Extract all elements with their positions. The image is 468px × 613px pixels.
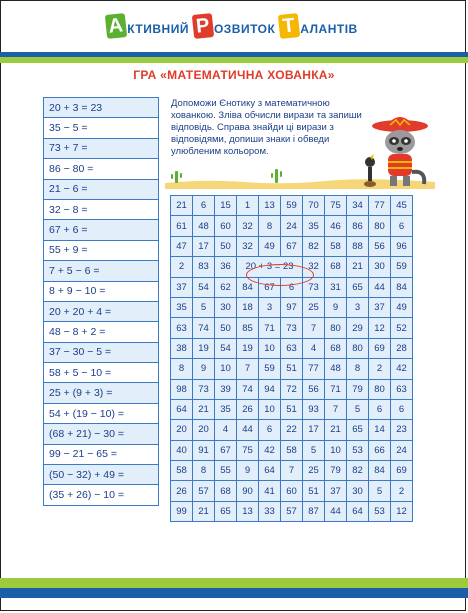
grid-cell: 86: [347, 216, 369, 236]
expression-row: [44, 159, 159, 179]
expression-cell: 35 − 5 =: [44, 118, 159, 138]
grid-cell: 35: [171, 297, 193, 317]
grid-cell: 57: [281, 501, 303, 521]
expression-row: [44, 98, 159, 118]
grid-cell: 87: [303, 501, 325, 521]
grid-cell: 58: [281, 440, 303, 460]
grid-cell: 6: [259, 420, 281, 440]
grid-cell: 44: [237, 420, 259, 440]
grid-row: [171, 318, 413, 338]
grid-cell: 37: [369, 297, 391, 317]
grid-cell: 6: [369, 399, 391, 419]
expression-cell: 8 + 9 − 10 =: [44, 281, 159, 301]
grid-cell: 38: [171, 338, 193, 358]
grid-cell: 26: [171, 481, 193, 501]
grid-cell: 8: [259, 216, 281, 236]
grid-cell: 3: [347, 297, 369, 317]
expression-cell: 54 + (19 − 10) =: [44, 403, 159, 423]
grid-cell: 65: [215, 501, 237, 521]
grid-cell: 80: [347, 338, 369, 358]
expression-cell: 86 − 80 =: [44, 159, 159, 179]
grid-cell: 17: [193, 236, 215, 256]
grid-cell: 24: [281, 216, 303, 236]
grid-cell: 17: [303, 420, 325, 440]
grid-cell: 5: [303, 440, 325, 460]
grid-cell: 9: [325, 297, 347, 317]
grid-cell: 74: [237, 379, 259, 399]
grid-cell: 4: [215, 420, 237, 440]
grid-row: [171, 481, 413, 501]
expression-cell: (68 + 21) − 30 =: [44, 424, 159, 444]
expression-cell: (50 − 32) + 49 =: [44, 465, 159, 485]
grid-cell: 64: [171, 399, 193, 419]
grid-row: [171, 379, 413, 399]
grid-cell: 66: [369, 440, 391, 460]
expression-row: [44, 240, 159, 260]
expression-cell: 20 + 3 = 23: [44, 98, 159, 118]
grid-cell: 69: [369, 338, 391, 358]
expression-cell: 32 − 8 =: [44, 199, 159, 219]
grid-cell: 39: [215, 379, 237, 399]
grid-cell: 50: [215, 236, 237, 256]
grid-cell: 45: [391, 196, 413, 216]
grid-cell: 84: [391, 277, 413, 297]
grid-cell: 69: [391, 461, 413, 481]
grid-cell: 13: [259, 196, 281, 216]
grid-cell: 4: [303, 338, 325, 358]
grid-cell: 96: [391, 236, 413, 256]
grid-cell: 30: [347, 481, 369, 501]
grid-cell: 49: [259, 236, 281, 256]
expression-row: [44, 301, 159, 321]
grid-cell: 10: [325, 440, 347, 460]
grid-cell: 29: [347, 318, 369, 338]
grid-cell: 90: [237, 481, 259, 501]
brand-initial-letter: Р: [192, 13, 214, 39]
grid-cell: 84: [237, 277, 259, 297]
grid-cell: 65: [347, 277, 369, 297]
grid-cell: 84: [369, 461, 391, 481]
grid-cell: 51: [303, 481, 325, 501]
expression-cell: 20 + 20 + 4 =: [44, 301, 159, 321]
grid-cell: 37: [325, 481, 347, 501]
bottom-stripe-green: [0, 578, 468, 588]
grid-cell: 56: [369, 236, 391, 256]
grid-cell: 44: [325, 501, 347, 521]
expression-row: [44, 403, 159, 423]
grid-cell: 80: [369, 216, 391, 236]
page-title: ГРА «МАТЕМАТИЧНА ХОВАНКА»: [133, 68, 335, 82]
grid-cell: 13: [237, 501, 259, 521]
grid-cell: 70: [303, 196, 325, 216]
grid-cell: 79: [325, 461, 347, 481]
grid-cell: 6: [391, 399, 413, 419]
grid-cell: 75: [325, 196, 347, 216]
grid-cell: 62: [215, 277, 237, 297]
expression-cell: (35 + 26) − 10 =: [44, 485, 159, 505]
grid-row: [171, 196, 413, 216]
expression-cell: 48 − 8 + 2 =: [44, 322, 159, 342]
grid-cell: 25: [303, 297, 325, 317]
expression-row: [44, 424, 159, 444]
expression-row: [44, 383, 159, 403]
grid-cell: 20: [193, 420, 215, 440]
grid-cell: 79: [347, 379, 369, 399]
grid-cell: 74: [193, 318, 215, 338]
grid-cell: 93: [303, 399, 325, 419]
grid-cell: 65: [347, 420, 369, 440]
grid-cell: 77: [369, 196, 391, 216]
grid-cell: 32: [303, 257, 325, 277]
grid-cell: 53: [369, 501, 391, 521]
brand-word: КТИВНИЙ: [127, 22, 189, 36]
grid-cell: 21: [171, 196, 193, 216]
grid-cell: 37: [171, 277, 193, 297]
grid-cell: 51: [281, 399, 303, 419]
grid-cell: 68: [325, 338, 347, 358]
grid-cell: 32: [237, 216, 259, 236]
grid-cell: 57: [193, 481, 215, 501]
grid-cell: 6: [281, 277, 303, 297]
expression-row: [44, 444, 159, 464]
expression-cell: 37 − 30 − 5 =: [44, 342, 159, 362]
grid-cell: 58: [325, 236, 347, 256]
grid-cell: 49: [391, 297, 413, 317]
grid-cell: 10: [259, 399, 281, 419]
grid-cell: 40: [171, 440, 193, 460]
grid-cell: 64: [259, 461, 281, 481]
grid-row: [171, 236, 413, 256]
grid-cell: 1: [237, 196, 259, 216]
grid-cell: 14: [369, 420, 391, 440]
grid-cell: 77: [303, 359, 325, 379]
grid-cell: 67: [281, 236, 303, 256]
brand-word: ОЗВИТОК: [213, 22, 276, 36]
grid-cell: 63: [281, 338, 303, 358]
grid-cell: 80: [325, 318, 347, 338]
grid-cell: 19: [237, 338, 259, 358]
grid-cell: 30: [369, 257, 391, 277]
grid-row: [171, 216, 413, 236]
grid-cell: 8: [347, 359, 369, 379]
grid-cell: 24: [391, 440, 413, 460]
grid-cell: 22: [281, 420, 303, 440]
grid-cell: 31: [325, 277, 347, 297]
grid-cell: 91: [193, 440, 215, 460]
expression-row: [44, 322, 159, 342]
grid-cell: 63: [391, 379, 413, 399]
grid-cell: 42: [391, 359, 413, 379]
grid-row: [171, 461, 413, 481]
grid-cell: 26: [237, 399, 259, 419]
grid-cell: 8: [193, 461, 215, 481]
grid-cell: 5: [369, 481, 391, 501]
expression-row: [44, 118, 159, 138]
grid-cell: 5: [193, 297, 215, 317]
grid-cell: 72: [281, 379, 303, 399]
expression-row: [44, 220, 159, 240]
expression-cell: 73 + 7 =: [44, 138, 159, 158]
grid-cell: 9: [193, 359, 215, 379]
grid-row: [171, 297, 413, 317]
grid-cell: 35: [215, 399, 237, 419]
grid-cell: 63: [171, 318, 193, 338]
grid-cell: 12: [369, 318, 391, 338]
grid-cell: 35: [303, 216, 325, 236]
bottom-stripe-blue: [0, 588, 468, 598]
brand-initial-letter: Т: [278, 13, 300, 39]
expression-cell: 99 − 21 − 65 =: [44, 444, 159, 464]
grid-cell: 48: [325, 359, 347, 379]
grid-cell: 8: [171, 359, 193, 379]
grid-cell: 75: [237, 440, 259, 460]
grid-cell: 51: [281, 359, 303, 379]
instructions-text: Допоможи Єнотику з математичною хованкою. Зліва обчисли вирази та запиши відповідь. Справа знайди ці вирази з відповідями, допиши знаки і обведи улюбленим кольором.: [171, 98, 362, 157]
grid-cell: 5: [347, 399, 369, 419]
grid-cell: 59: [391, 257, 413, 277]
grid-cell: 7: [325, 399, 347, 419]
grid-cell: 56: [303, 379, 325, 399]
grid-cell: 21: [325, 420, 347, 440]
grid-cell: 18: [237, 297, 259, 317]
grid-cell: 71: [259, 318, 281, 338]
grid-cell: 25: [303, 461, 325, 481]
raccoon-illustration: [360, 112, 440, 192]
expression-row: [44, 281, 159, 301]
grid-cell: 7: [237, 359, 259, 379]
grid-cell: 64: [347, 501, 369, 521]
brand-logo: [106, 14, 361, 38]
grid-cell: 2: [391, 481, 413, 501]
grid-cell: 6: [391, 216, 413, 236]
grid-cell: 48: [193, 216, 215, 236]
grid-cell: 59: [281, 196, 303, 216]
grid-cell: 21: [193, 501, 215, 521]
grid-cell: 85: [237, 318, 259, 338]
grid-cell: 15: [215, 196, 237, 216]
grid-cell: 59: [259, 359, 281, 379]
expression-cell: 58 + 5 − 10 =: [44, 363, 159, 383]
grid-cell: 98: [171, 379, 193, 399]
header: [0, 0, 468, 52]
grid-row: [171, 399, 413, 419]
expression-row: [44, 138, 159, 158]
grid-row: [171, 338, 413, 358]
grid-cell: 19: [193, 338, 215, 358]
grid-cell: 6: [193, 196, 215, 216]
grid-cell: 73: [193, 379, 215, 399]
grid-cell: 88: [347, 236, 369, 256]
expression-row: [44, 261, 159, 281]
expression-cell: 7 + 5 − 6 =: [44, 261, 159, 281]
grid-cell: 44: [369, 277, 391, 297]
grid-cell: 21: [193, 399, 215, 419]
grid-row: [171, 420, 413, 440]
expression-cell: 25 + (9 + 3) =: [44, 383, 159, 403]
grid-row: [171, 359, 413, 379]
grid-cell: 97: [281, 297, 303, 317]
grid-cell: 46: [325, 216, 347, 236]
grid-cell: 9: [237, 461, 259, 481]
grid-cell: 58: [171, 461, 193, 481]
grid-cell: 47: [171, 236, 193, 256]
grid-cell: 7: [303, 318, 325, 338]
grid-cell: 33: [259, 501, 281, 521]
expression-row: [44, 199, 159, 219]
grid-row: [171, 257, 413, 277]
expression-row: [44, 363, 159, 383]
grid-cell: 21: [347, 257, 369, 277]
grid-cell: 61: [171, 216, 193, 236]
expression-cell: 67 + 6 =: [44, 220, 159, 240]
grid-cell: 20: [171, 420, 193, 440]
grid-cell: 41: [259, 481, 281, 501]
grid-cell: 20 + 3 = 23: [237, 257, 303, 277]
grid-cell: 28: [391, 338, 413, 358]
grid-cell: 71: [325, 379, 347, 399]
grid-cell: 2: [369, 359, 391, 379]
grid-cell: 42: [259, 440, 281, 460]
grid-cell: 68: [325, 257, 347, 277]
grid-cell: 50: [215, 318, 237, 338]
grid-cell: 2: [171, 257, 193, 277]
grid-cell: 82: [347, 461, 369, 481]
brand-initial-letter: А: [105, 13, 127, 39]
expression-cell: 21 − 6 =: [44, 179, 159, 199]
grid-cell: 73: [281, 318, 303, 338]
grid-cell: 30: [215, 297, 237, 317]
grid-cell: 67: [259, 277, 281, 297]
grid-cell: 54: [193, 277, 215, 297]
grid-cell: 10: [215, 359, 237, 379]
grid-cell: 99: [171, 501, 193, 521]
expression-row: [44, 342, 159, 362]
grid-cell: 82: [303, 236, 325, 256]
grid-cell: 68: [215, 481, 237, 501]
grid-cell: 7: [281, 461, 303, 481]
expressions-table: [43, 97, 159, 506]
grid-cell: 53: [347, 440, 369, 460]
expression-row: [44, 465, 159, 485]
top-stripe-green: [0, 57, 468, 63]
expression-cell: 55 + 9 =: [44, 240, 159, 260]
grid-cell: 60: [281, 481, 303, 501]
grid-row: [171, 501, 413, 521]
grid-cell: 12: [391, 501, 413, 521]
grid-cell: 83: [193, 257, 215, 277]
grid-cell: 36: [215, 257, 237, 277]
grid-cell: 67: [215, 440, 237, 460]
grid-cell: 54: [215, 338, 237, 358]
grid-cell: 52: [391, 318, 413, 338]
grid-cell: 55: [215, 461, 237, 481]
expression-row: [44, 485, 159, 505]
grid-cell: 10: [259, 338, 281, 358]
grid-cell: 32: [237, 236, 259, 256]
grid-cell: 34: [347, 196, 369, 216]
grid-row: [171, 440, 413, 460]
brand-word: АЛАНТІВ: [300, 22, 358, 36]
grid-cell: 23: [391, 420, 413, 440]
grid-cell: 3: [259, 297, 281, 317]
number-grid: [170, 195, 413, 522]
grid-row: [171, 277, 413, 297]
grid-cell: 94: [259, 379, 281, 399]
grid-cell: 73: [303, 277, 325, 297]
grid-cell: 60: [215, 216, 237, 236]
expression-row: [44, 179, 159, 199]
grid-cell: 80: [369, 379, 391, 399]
